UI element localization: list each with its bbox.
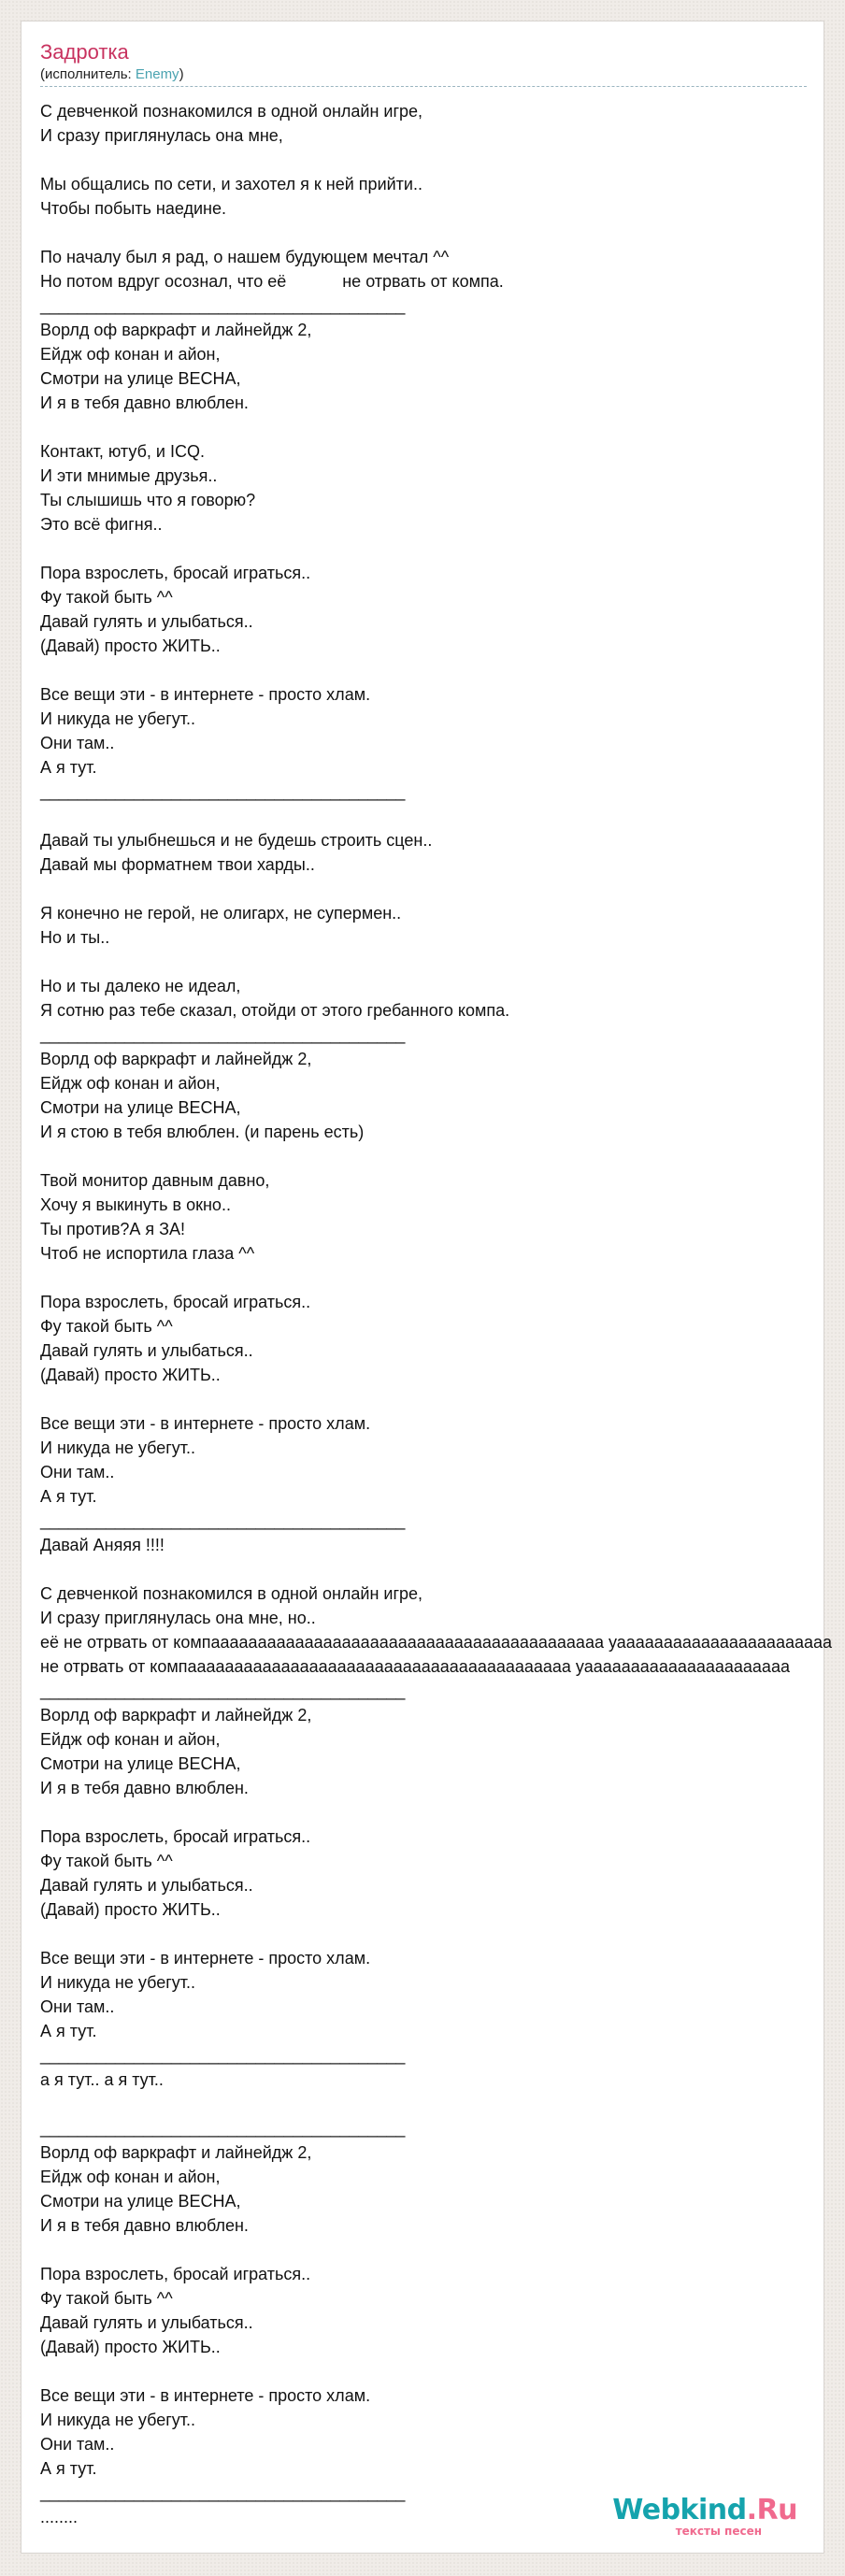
site-logo[interactable] bbox=[612, 2494, 797, 2541]
lyric-line: Ты слышишь что я говорю? bbox=[40, 491, 256, 509]
lyric-line: И эти мнимые друзья.. bbox=[40, 466, 218, 485]
lyric-separator: _______________________________________ bbox=[40, 2046, 406, 2065]
lyric-line: Но потом вдруг осознал, что её не отрвать от компа. bbox=[40, 272, 504, 291]
lyric-line: Ворлд оф варкрафт и лайнейдж 2, bbox=[40, 321, 312, 339]
lyric-line: Ворлд оф варкрафт и лайнейдж 2, bbox=[40, 1706, 312, 1724]
logo-wordmark bbox=[612, 2495, 797, 2526]
lyric-blank-line bbox=[40, 537, 845, 561]
lyric-separator: _______________________________________ bbox=[40, 782, 406, 801]
lyric-line: И сразу приглянулась она мне, bbox=[40, 126, 283, 145]
lyric-blank-line bbox=[40, 148, 845, 172]
lyric-line: Все вещи эти - в интернете - просто хлам. bbox=[40, 2386, 371, 2405]
lyric-line: И никуда не убегут.. bbox=[40, 1973, 196, 1992]
lyric-line: Давай гулять и улыбаться.. bbox=[40, 1876, 253, 1895]
lyric-line: С девченкой познакомился в одной онлайн игре, bbox=[40, 102, 423, 121]
lyric-line: Фу такой быть ^^ bbox=[40, 2289, 173, 2308]
lyric-line: А я тут. bbox=[40, 758, 97, 777]
lyric-line: (Давай) просто ЖИТЬ.. bbox=[40, 1900, 221, 1919]
lyric-line: Они там.. bbox=[40, 2435, 115, 2454]
lyric-line: Ейдж оф конан и айон, bbox=[40, 345, 221, 364]
lyric-line: Это всё фигня.. bbox=[40, 515, 163, 534]
lyric-line: Фу такой быть ^^ bbox=[40, 588, 173, 607]
lyric-line: И никуда не убегут.. bbox=[40, 1438, 196, 1457]
lyric-blank-line bbox=[40, 2359, 845, 2383]
lyric-line: Они там.. bbox=[40, 1997, 115, 2016]
lyric-line: Пора взрослеть, бросай играться.. bbox=[40, 1827, 311, 1846]
lyric-line: Твой монитор давным давно, bbox=[40, 1171, 270, 1190]
song-title: Задротка bbox=[40, 40, 129, 64]
lyric-separator: _______________________________________ bbox=[40, 1025, 406, 1044]
lyric-line: Давай ты улыбнешься и не будешь строить сцен.. bbox=[40, 831, 433, 850]
lyric-line: И я стою в тебя влюблен. (и парень есть) bbox=[40, 1123, 365, 1141]
lyric-line: (Давай) просто ЖИТЬ.. bbox=[40, 1366, 221, 1384]
lyric-line: Я конечно не герой, не олигарх, не супермен.. bbox=[40, 904, 402, 923]
lyric-line: Но и ты.. bbox=[40, 928, 110, 947]
lyric-line: И я в тебя давно влюблен. bbox=[40, 2216, 249, 2235]
lyric-line: Давай гулять и улыбаться.. bbox=[40, 2313, 253, 2332]
lyric-blank-line bbox=[40, 2238, 845, 2262]
lyric-blank-line bbox=[40, 1387, 845, 1411]
lyric-line: Давай мы форматнем твои харды.. bbox=[40, 855, 315, 874]
lyric-line: Все вещи эти - в интернете - просто хлам. bbox=[40, 1414, 371, 1433]
lyric-line: Давай Аняяя !!!! bbox=[40, 1536, 165, 1554]
lyric-line: И никуда не убегут.. bbox=[40, 2411, 196, 2429]
lyric-line: (Давай) просто ЖИТЬ.. bbox=[40, 637, 221, 655]
lyric-blank-line bbox=[40, 1266, 845, 1290]
lyric-line: ........ bbox=[40, 2508, 79, 2526]
lyric-line: Пора взрослеть, бросай играться.. bbox=[40, 564, 311, 582]
lyric-line: И сразу приглянулась она мне, но.. bbox=[40, 1609, 316, 1627]
lyric-line: А я тут. bbox=[40, 1487, 97, 1506]
lyric-line: Смотри на улице ВЕСНА, bbox=[40, 369, 241, 388]
lyric-line: Фу такой быть ^^ bbox=[40, 1317, 173, 1336]
lyric-line: Все вещи эти - в интернете - просто хлам. bbox=[40, 685, 371, 704]
lyric-line: Смотри на улице ВЕСНА, bbox=[40, 1098, 241, 1117]
lyric-line: Ворлд оф варкрафт и лайнейдж 2, bbox=[40, 2143, 312, 2162]
lyric-blank-line bbox=[40, 658, 845, 682]
artist-suffix: ) bbox=[179, 66, 184, 82]
lyric-line: Чтобы побыть наедине. bbox=[40, 199, 227, 218]
title-divider bbox=[40, 86, 807, 87]
lyric-line: Смотри на улице ВЕСНА, bbox=[40, 2192, 241, 2211]
lyric-line: Контакт, ютуб, и ICQ. bbox=[40, 442, 205, 461]
lyric-line: Ейдж оф конан и айон, bbox=[40, 1074, 221, 1093]
lyric-line: И никуда не убегут.. bbox=[40, 709, 196, 728]
logo-tagline: тексты песен bbox=[675, 2525, 762, 2538]
lyric-line: Чтоб не испортила глаза ^^ bbox=[40, 1244, 255, 1263]
lyric-line: По началу был я рад, о нашем будующем мечтал ^^ bbox=[40, 248, 450, 266]
lyric-line: Но и ты далеко не идеал, bbox=[40, 977, 241, 995]
lyric-blank-line bbox=[40, 415, 845, 439]
lyric-blank-line bbox=[40, 1557, 845, 1581]
lyric-separator: _______________________________________ bbox=[40, 296, 406, 315]
lyric-line: Ворлд оф варкрафт и лайнейдж 2, bbox=[40, 1050, 312, 1068]
lyric-line: Смотри на улице ВЕСНА, bbox=[40, 1754, 241, 1773]
lyric-line: Пора взрослеть, бросай играться.. bbox=[40, 1293, 311, 1311]
lyric-line: Давай гулять и улыбаться.. bbox=[40, 1341, 253, 1360]
logo-suffix-text: .Ru bbox=[746, 2494, 797, 2526]
lyric-line: а я тут.. а я тут.. bbox=[40, 2070, 164, 2089]
lyric-separator: _______________________________________ bbox=[40, 2483, 406, 2502]
lyric-line: Ейдж оф конан и айон, bbox=[40, 2168, 221, 2186]
lyric-line: Все вещи эти - в интернете - просто хлам. bbox=[40, 1949, 371, 1968]
lyric-line: И я в тебя давно влюблен. bbox=[40, 394, 249, 412]
lyric-line: С девченкой познакомился в одной онлайн игре, bbox=[40, 1584, 423, 1603]
artist-link[interactable]: Enemy bbox=[135, 66, 179, 82]
lyric-blank-line bbox=[40, 1800, 845, 1825]
lyric-line: Фу такой быть ^^ bbox=[40, 1852, 173, 1870]
lyric-line: Хочу я выкинуть в окно.. bbox=[40, 1195, 231, 1214]
lyric-line: Они там.. bbox=[40, 1463, 115, 1481]
lyric-blank-line bbox=[40, 950, 845, 974]
lyric-line: Пора взрослеть, бросай играться.. bbox=[40, 2265, 311, 2283]
lyric-separator: _______________________________________ bbox=[40, 1682, 406, 1700]
lyric-line: И я в тебя давно влюблен. bbox=[40, 1779, 249, 1797]
lyric-blank-line bbox=[40, 804, 845, 828]
lyric-blank-line bbox=[40, 1144, 845, 1168]
lyric-line: (Давай) просто ЖИТЬ.. bbox=[40, 2338, 221, 2356]
lyric-line: А я тут. bbox=[40, 2022, 97, 2040]
lyric-line: Они там.. bbox=[40, 734, 115, 752]
artist-line bbox=[40, 66, 184, 83]
lyric-separator: _______________________________________ bbox=[40, 2119, 406, 2138]
lyric-line: Ейдж оф конан и айон, bbox=[40, 1730, 221, 1749]
lyric-line: Мы общались по сети, и захотел я к ней прийти.. bbox=[40, 175, 422, 193]
lyric-blank-line bbox=[40, 221, 845, 245]
lyric-separator: _______________________________________ bbox=[40, 1511, 406, 1530]
lyric-line: не отрвать от компааааааааааааааааааааааааааааааааааааааааа уаааааааааааааааааааааа bbox=[40, 1657, 790, 1676]
lyric-line: А я тут. bbox=[40, 2459, 97, 2478]
lyric-line: Ты против?А я ЗА! bbox=[40, 1220, 186, 1238]
lyric-blank-line bbox=[40, 2092, 845, 2116]
lyric-line: Я сотню раз тебе сказал, отойди от этого гребанного компа. bbox=[40, 1001, 510, 1020]
lyric-line: Давай гулять и улыбаться.. bbox=[40, 612, 253, 631]
lyric-line: её не отрвать от компаааааааааааааааааааааааааааааааааааааааааа уааааааааааааааааааааааа bbox=[40, 1633, 833, 1652]
lyric-blank-line bbox=[40, 877, 845, 901]
lyrics-card bbox=[21, 21, 833, 2554]
logo-main-text: Webkind bbox=[612, 2494, 747, 2526]
lyrics-text bbox=[40, 99, 845, 2529]
lyric-blank-line bbox=[40, 1922, 845, 1946]
artist-prefix: (исполнитель: bbox=[40, 66, 136, 82]
